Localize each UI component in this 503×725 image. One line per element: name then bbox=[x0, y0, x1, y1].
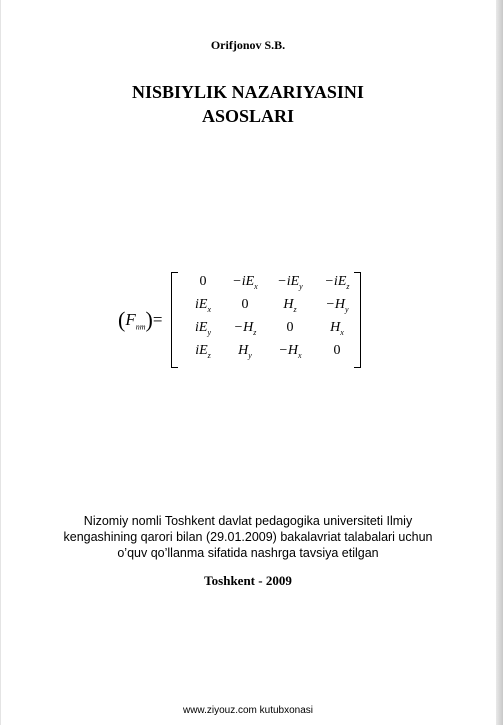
matrix-cell bbox=[313, 297, 361, 314]
author-name: Orifjonov S.B. bbox=[210, 38, 286, 52]
matrix-cell bbox=[313, 343, 361, 359]
matrix-cell-subscript: x bbox=[340, 327, 344, 337]
matrix-cell-subscript: y bbox=[345, 304, 349, 314]
matrix-cell bbox=[179, 343, 227, 360]
matrix-cell bbox=[179, 274, 227, 290]
approval-line-2: kengashining qarori bilan (29.01.2009) bakalavriat talabalari uchun bbox=[63, 530, 433, 544]
matrix-cell-term: H bbox=[283, 297, 294, 312]
matrix-cell bbox=[266, 320, 314, 336]
field-tensor-formula bbox=[118, 270, 368, 370]
matrix-cell bbox=[266, 274, 314, 291]
matrix-cell-term: 0 bbox=[241, 297, 249, 312]
matrix-cell bbox=[221, 274, 269, 291]
page-edge-right bbox=[496, 0, 503, 725]
matrix-cell bbox=[179, 297, 227, 314]
matrix-cell-term: −H bbox=[233, 320, 254, 335]
matrix-cell bbox=[313, 320, 361, 337]
formula-lhs-subscript: nm bbox=[135, 322, 146, 332]
matrix-cell-term: −iE bbox=[324, 274, 347, 289]
matrix-cell-subscript: z bbox=[207, 350, 211, 360]
formula-lhs-symbol: F bbox=[125, 310, 136, 329]
approval-statement bbox=[0, 513, 496, 561]
matrix-cell-term: 0 bbox=[199, 274, 207, 289]
matrix-cell-subscript: x bbox=[207, 304, 211, 314]
book-title-line-2: ASOSLARI bbox=[201, 106, 295, 126]
matrix-cell bbox=[221, 297, 269, 313]
matrix-cell-term: iE bbox=[194, 320, 208, 335]
matrix-cell-term: H bbox=[330, 320, 341, 335]
matrix-cell-term: iE bbox=[194, 297, 208, 312]
matrix-cell-term: −H bbox=[325, 297, 345, 312]
matrix-cell bbox=[221, 320, 269, 337]
matrix-cell bbox=[266, 297, 314, 314]
matrix-cell-subscript: x bbox=[298, 350, 302, 360]
approval-line-3: o’quv qo’llanma sifatida nashrga tavsiya etilgan bbox=[117, 546, 379, 560]
formula-equals: = bbox=[152, 310, 163, 329]
matrix-cell-subscript: y bbox=[299, 281, 303, 291]
matrix-cell bbox=[313, 274, 361, 291]
matrix-cell-subscript: x bbox=[254, 281, 258, 291]
matrix-cell bbox=[179, 320, 227, 337]
footer-source: www.ziyouz.com kutubxonasi bbox=[182, 705, 314, 716]
matrix-cell-term: 0 bbox=[333, 343, 341, 358]
matrix-cell-subscript: y bbox=[207, 327, 211, 337]
city-year: Toshkent - 2009 bbox=[204, 573, 292, 588]
matrix-cell-subscript: y bbox=[248, 350, 252, 360]
book-title-line-1: NISBIYLIK NAZARIYASINI bbox=[132, 82, 364, 102]
matrix-bracket-left bbox=[171, 272, 178, 368]
matrix-cell-term: −iE bbox=[277, 274, 300, 289]
matrix-cell-term: −iE bbox=[232, 274, 255, 289]
tensor-matrix bbox=[171, 272, 361, 368]
matrix-cell-subscript: z bbox=[293, 304, 297, 314]
matrix-cell-subscript: z bbox=[253, 327, 257, 337]
matrix-cell-term: iE bbox=[195, 343, 208, 358]
matrix-cell bbox=[266, 343, 314, 360]
matrix-cell-term: 0 bbox=[286, 320, 294, 335]
book-title bbox=[0, 80, 496, 128]
matrix-cell-term: −H bbox=[278, 343, 298, 358]
matrix-cell-subscript: z bbox=[346, 281, 350, 291]
matrix-cell bbox=[221, 343, 269, 360]
matrix-cell-term: H bbox=[238, 343, 249, 358]
approval-line-1: Nizomiy nomli Toshkent davlat pedagogika universiteti Ilmiy bbox=[83, 514, 413, 528]
formula-lhs: $(F_{nm})=$ bbox=[118, 307, 163, 332]
